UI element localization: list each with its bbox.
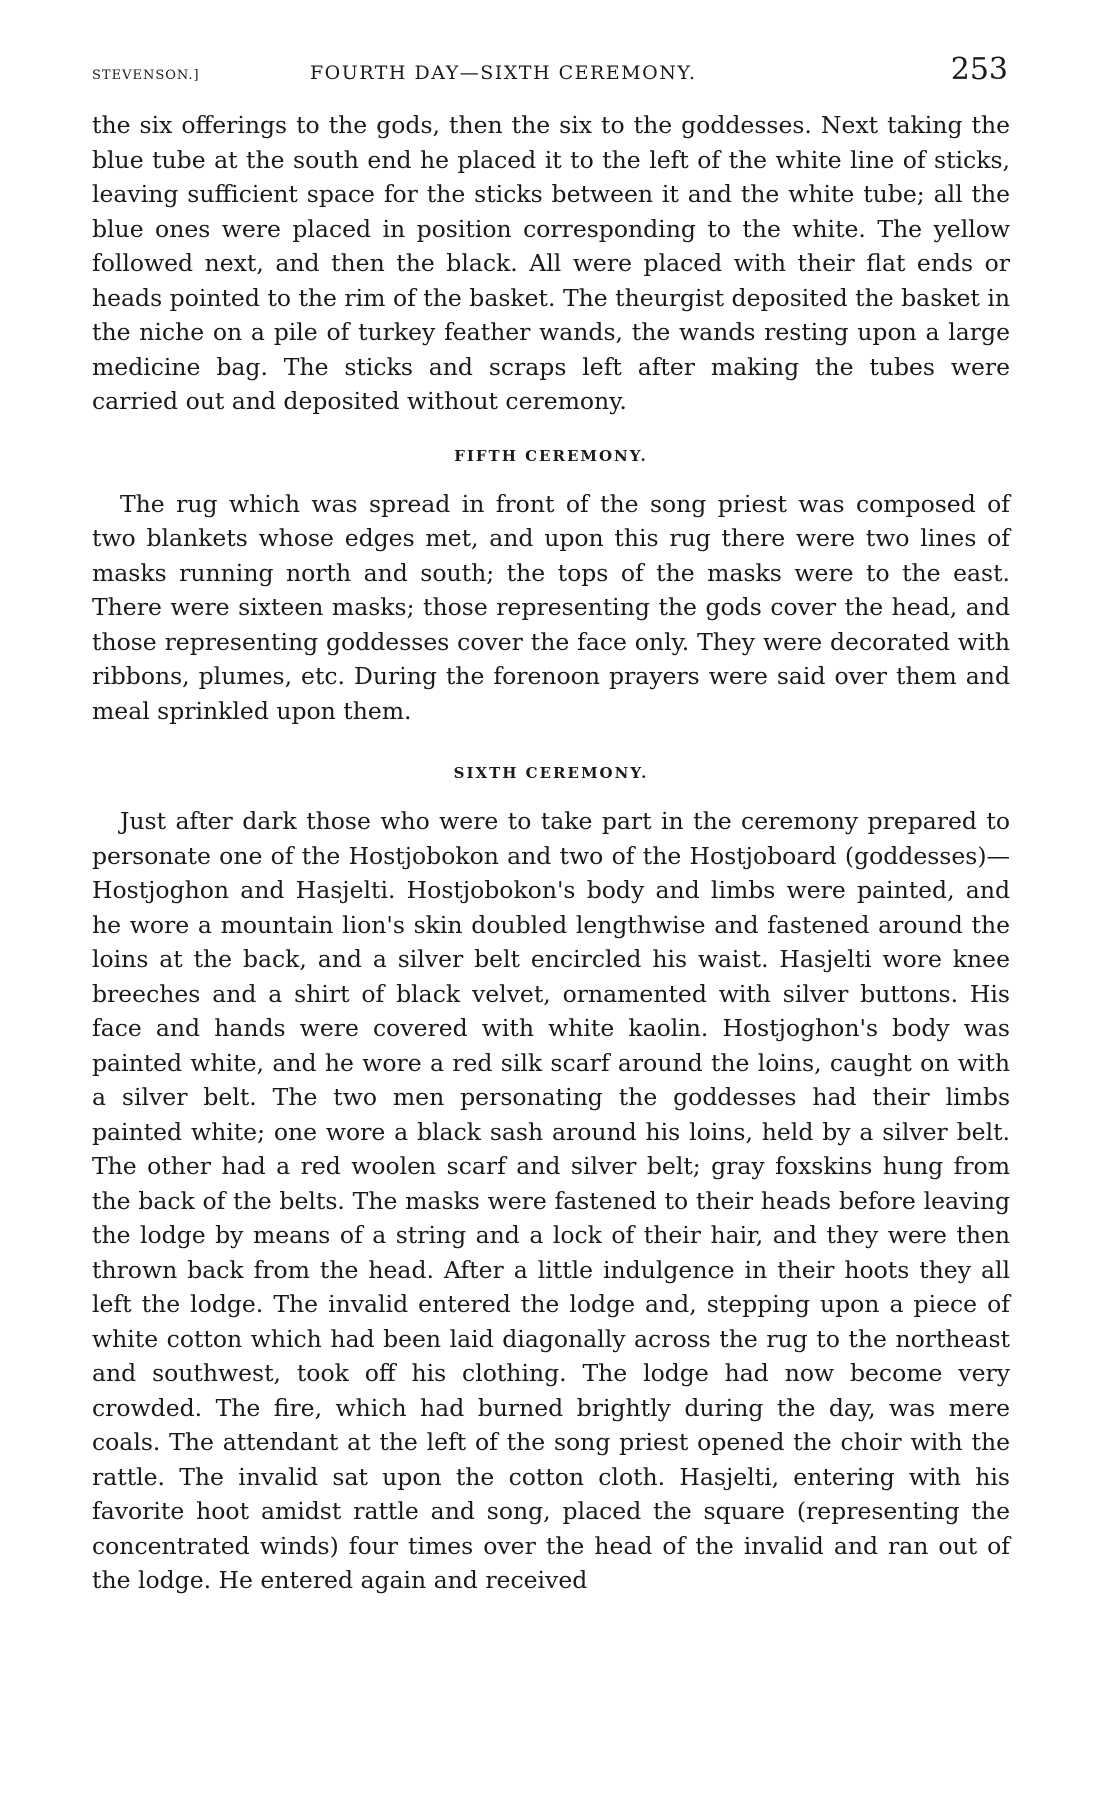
continuation-paragraph: the six offerings to the gods, then the six to the goddesses. Next taking the blue tube at the south end he placed it to the left of the white line of sticks, leaving sufficient space for the sticks between it and the white tube; all the blue ones were placed in position corresponding to the white. The yellow followed next, and then the black. All were placed with their flat ends or heads pointed to the rim of the basket. The theurgist deposited the basket in the niche on a pile of turkey feather wands, the wands resting upon a large medicine bag. The sticks and scraps left after making the tubes were carried out and deposited without ceremony. bbox=[92, 111, 1010, 415]
running-head-author: STEVENSON.] bbox=[92, 68, 200, 83]
sixth-ceremony-paragraph: Just after dark those who were to take part in the ceremony prepared to personate one of the Hostjobokon and two of the Hostjoboard (goddesses)—Hostjoghon and Hasjelti. Hostjobokon's body and limbs were painted, and he wore a mountain lion's skin doubled lengthwise and fastened around the loins at the back, and a silver belt encircled his waist. Hasjelti wore knee breeches and a shirt of black velvet, ornamented with silver buttons. His face and hands were covered with white kaolin. Hostjoghon's body was painted white, and he wore a red silk scarf around the loins, caught on with a silver belt. The two men personating the goddesses had their limbs painted white; one wore a black sash around his loins, held by a silver belt. The other had a red woolen scarf and silver belt; gray foxskins hung from the back of the belts. The masks were fastened to their heads before leaving the lodge by means of a string and a lock of their hair, and they were then thrown back from the head. After a little indulgence in their hoots they all left the lodge. The invalid entered the lodge and, stepping upon a piece of white cotton which had been laid diagonally across the rug to the northeast and southwest, took off his clothing. The lodge had now become very crowded. The fire, which had burned brightly during the day, was mere coals. The attendant at the left of the song priest opened the choir with the rattle. The invalid sat upon the cotton cloth. Hasjelti, entering with his favorite hoot amidst rattle and song, placed the square (representing the concentrated winds) four times over the head of the invalid and ran out of the lodge. He entered again and received bbox=[92, 807, 1010, 1594]
text-column bbox=[92, 108, 1010, 1598]
running-head bbox=[92, 52, 1022, 92]
fifth-ceremony-paragraph: The rug which was spread in front of the song priest was composed of two blankets whose edges met, and upon this rug there were two lines of masks running north and south; the tops of the masks were to the east. There were sixteen masks; those representing the gods cover the head, and those representing goddesses cover the face only. They were decorated with ribbons, plumes, etc. During the forenoon prayers were said over them and meal sprinkled upon them. bbox=[92, 489, 1010, 725]
fifth-ceremony-heading: FIFTH CEREMONY. bbox=[454, 446, 648, 465]
running-head-title: FOURTH DAY—SIXTH CEREMONY. bbox=[310, 62, 697, 84]
sixth-ceremony-heading: SIXTH CEREMONY. bbox=[453, 764, 649, 782]
page-number: 253 bbox=[950, 52, 1008, 87]
